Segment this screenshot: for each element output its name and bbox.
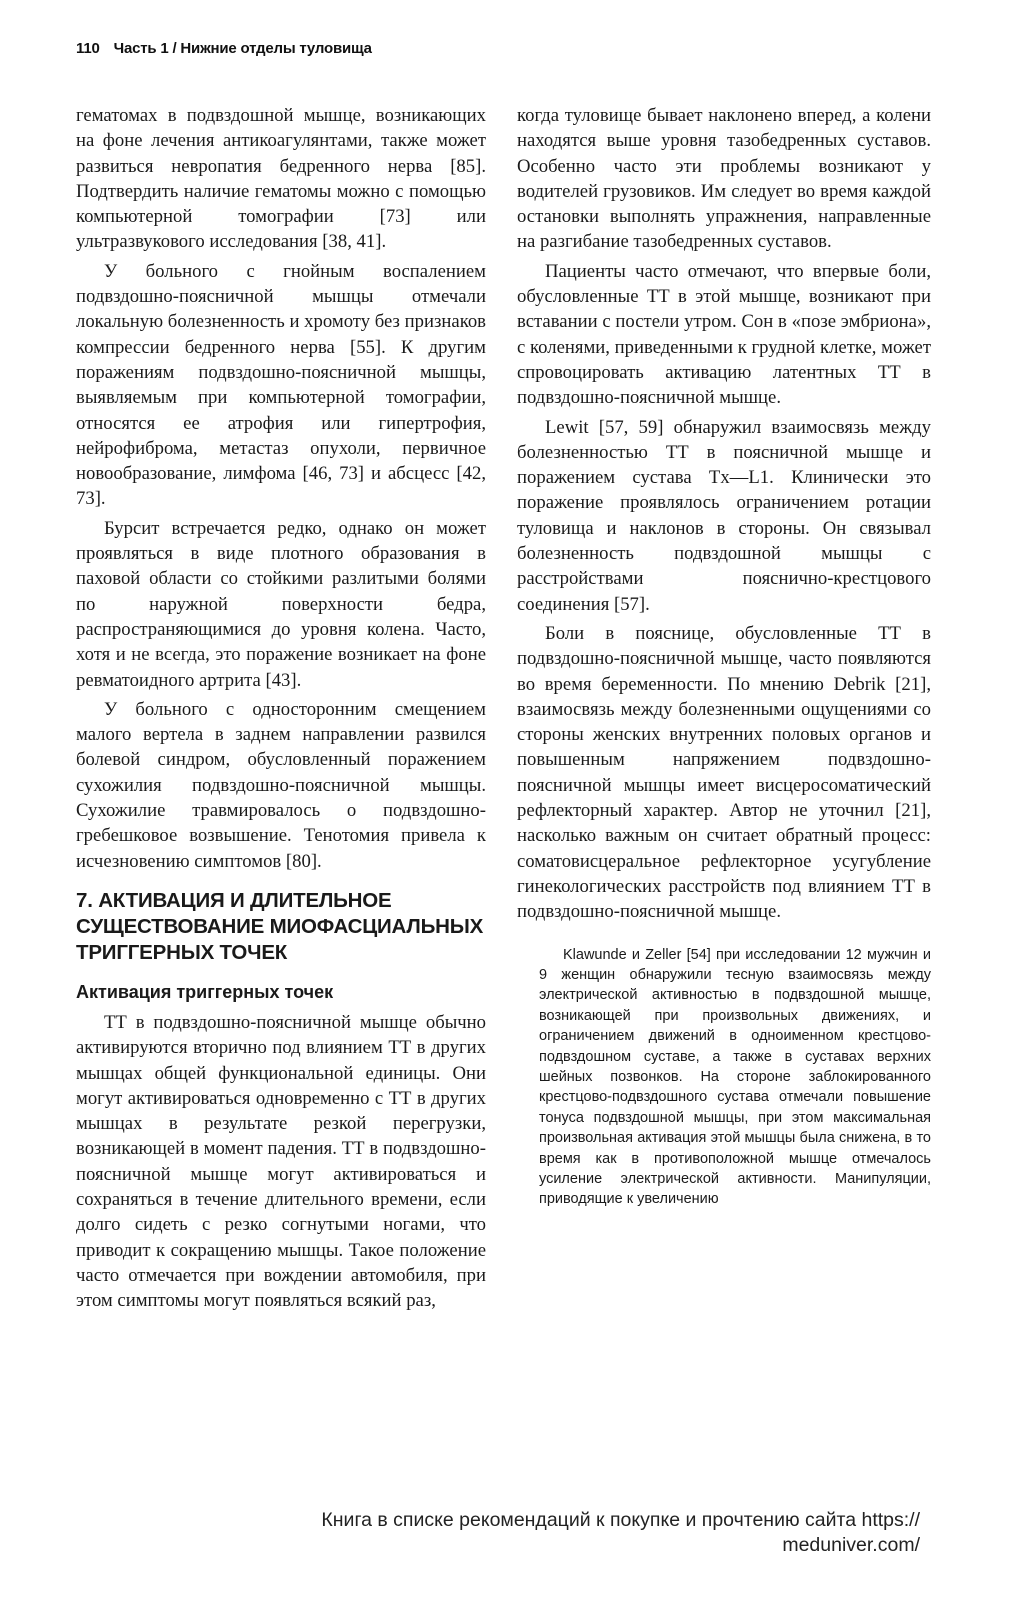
note-text: Klawunde и Zeller [54] при исследовании 12 мужчин и 9 женщин обнаружили тесную взаимосвязь между электрической активностью в подвздошной мышце, возникающей при произвольных движениях, и ограничением движений в одноименном крестцово-подвздошном суставе, а также в суставах верхних шейных позвонков. На стороне заблокированного крестцово-подвздошного сустава отмечали повышение тонуса подвздошной мышцы, при этом максимальная произвольная активация этой мышцы была снижена, в то время как в противоположной мышце отмечалось усиление электрической активности. Манипуляции, приводящие к увеличению	[539, 946, 931, 1208]
watermark-line: Книга в списке рекомендаций к покупке и прочтению сайта https://	[321, 1509, 920, 1531]
subheading: Активация триггерных точек	[76, 981, 334, 1002]
paragraph: Lewit [57, 59] обнаружил взаимосвязь между болезненностью ТТ в поясничной мышце и поражением сустава Tx—L1. Клинически это поражение проявлялось ограничением ротации туловища и наклонов в стороны. Он связывал болезненность подвздошной мышцы с расстройствами пояснично-крестцового соединения [57].	[517, 416, 931, 615]
paragraph: ТТ в подвздошно-поясничной мышце обычно активируются вторично под влиянием ТТ в других мышцах общей функциональной единицы. Они могут активироваться одновременно с ТТ в других мышцах в результате резкой перегрузки, возникающей в момент падения. ТТ в подвздошно-поясничной мышце могут активироваться и сохраняться в течение длительного времени, если долго сидеть с резко согнутыми ногами, что приводит к сокращению мышцы. Такое положение часто отмечается при вождении автомобиля, при этом симптомы могут появляться всякий раз,	[76, 1011, 486, 1312]
site-watermark	[120, 1508, 920, 1558]
right-column	[517, 103, 931, 1210]
running-header	[76, 40, 372, 57]
watermark-line: meduniver.com/	[782, 1534, 920, 1556]
chapter-title: Часть 1 / Нижние отделы туловища	[113, 40, 372, 57]
paragraph: Бурсит встречается редко, однако он может проявляться в виде плотного образования в паховой области со стойкими разлитыми болями по наружной поверхности бедра, распространяющимися до уровня колена. Часто, хотя и не всегда, это поражение возникает на фоне ревматоидного артрита [43].	[76, 517, 486, 691]
page-number: 110	[76, 40, 100, 57]
section-heading: 7. АКТИВАЦИЯ И ДЛИТЕЛЬНОЕ СУЩЕСТВОВАНИЕ МИОФАСЦИАЛЬНЫХ ТРИГГЕРНЫХ ТОЧЕК	[76, 888, 484, 964]
paragraph: У больного с односторонним смещением малого вертела в заднем направлении развился болевой синдром, обусловленный поражением сухожилия подвздошно-поясничной мышцы. Сухожилие травмировалось о подвздошно-гребешковое возвышение. Тенотомия привела к исчезновению симптомов [80].	[76, 698, 486, 872]
left-column	[76, 103, 486, 1317]
paragraph: Пациенты часто отмечают, что впервые боли, обусловленные ТТ в этой мышце, возникают при вставании с постели утром. Сон в «позе эмбриона», с коленями, приведенными к грудной клетке, может спровоцировать активацию латентных ТТ в подвздошно-поясничной мышце.	[517, 260, 931, 409]
small-print-note	[517, 945, 931, 1210]
paragraph: У больного с гнойным воспалением подвздошно-поясничной мышцы отмечали локальную болезненность и хромоту без признаков компрессии бедренного нерва [55]. К другим поражениям подвздошно-поясничной мышцы, выявляемым при компьютерной томографии, относятся ее атрофия или гипертрофия, нейрофиброма, метастаз опухоли, первичное новообразование, лимфома [46, 73] и абсцесс [42, 73].	[76, 260, 486, 510]
paragraph: когда туловище бывает наклонено вперед, а колени находятся выше уровня тазобедренных суставов. Особенно часто эти проблемы возникают у водителей грузовиков. Им следует во время каждой остановки выполнять упражнения, направленные на разгибание тазобедренных суставов.	[517, 105, 931, 253]
paragraph: гематомах в подвздошной мышце, возникающих на фоне лечения антикоагулянтами, также может развиться невропатия бедренного нерва [85]. Подтвердить наличие гематомы можно с помощью компьютерной томографии [73] или ультразвукового исследования [38, 41].	[76, 105, 486, 253]
paragraph: Боли в пояснице, обусловленные ТТ в подвздошно-поясничной мышце, часто появляются во время беременности. По мнению Debrik [21], взаимосвязь между болезненными ощущениями со стороны женских внутренних половых органов и повышенным напряжением подвздошно-поясничной мышцы имеет висцеросоматический рефлекторный характер. Автор не уточнил [21], насколько важным он считает обратный процесс: соматовисцеральное рефлекторное усугубление гинекологических расстройств под влиянием ТТ в подвздошно-поясничной мышце.	[517, 622, 931, 923]
